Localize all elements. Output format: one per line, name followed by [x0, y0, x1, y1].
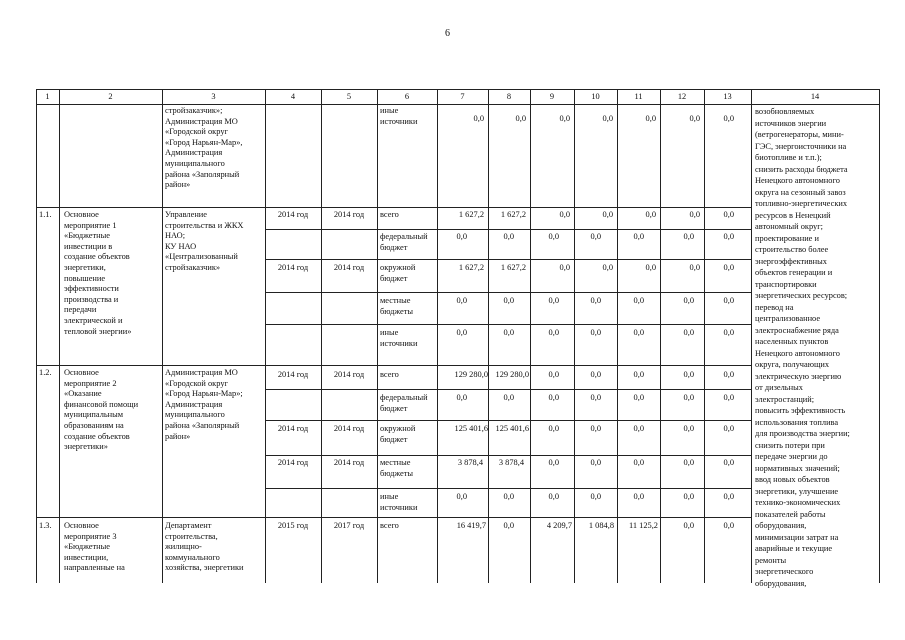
executor-cell: стройзаказчик»; Администрация МО «Городской округ «Город Нарьян-Мар», Администрация муниципального района «Заполярный район» — [165, 106, 243, 190]
value-cell: 0,0 — [590, 458, 601, 467]
header-cell: 6 — [404, 92, 410, 101]
header-cell: 12 — [677, 92, 687, 101]
header-cell: 5 — [346, 92, 352, 101]
source-cell: окружной бюджет — [380, 424, 416, 444]
item-name: Основное мероприятие 1 «Бюджетные инвестиции в создание объектов энергетики, повышение эффективности производства и передачи электрической и тепловой энергии» — [64, 210, 132, 336]
value-cell: 0,0 — [548, 296, 559, 305]
col-border — [59, 89, 60, 583]
value-cell: 0,0 — [689, 263, 700, 272]
value-cell: 0,0 — [645, 263, 656, 272]
value-cell: 0,0 — [548, 328, 559, 337]
value-cell: 0,0 — [503, 521, 514, 530]
value-cell: 16 419,7 — [456, 521, 486, 530]
row-border — [265, 229, 751, 230]
value-cell: 1 627,2 — [458, 263, 484, 272]
executor-cell: Администрация МО «Городской округ «Город Нарьян-Мар»; Администрация муниципального района «Заполярный район» — [165, 368, 243, 441]
value-cell: 3 878,4 — [457, 458, 483, 467]
value-cell: 0,0 — [548, 458, 559, 467]
value-cell: 0,0 — [456, 296, 467, 305]
value-cell: 1 627,2 — [458, 210, 484, 219]
value-cell: 0,0 — [683, 458, 694, 467]
item-number: 1.1. — [39, 210, 52, 219]
value-cell: 0,0 — [723, 232, 734, 241]
source-cell: иные источники — [380, 106, 418, 126]
value-cell: 0,0 — [633, 424, 644, 433]
value-cell: 0,0 — [689, 210, 700, 219]
value-cell: 0,0 — [559, 114, 570, 123]
value-cell: 0,0 — [683, 492, 694, 501]
header-cell: 10 — [591, 92, 600, 101]
col-border — [162, 89, 163, 583]
col-border — [36, 89, 37, 583]
value-cell: 0,0 — [723, 114, 734, 123]
item-number: 1.3. — [39, 521, 52, 530]
value-cell: 0,0 — [590, 370, 601, 379]
value-cell: 0,0 — [683, 232, 694, 241]
header-cell: 2 — [108, 92, 113, 101]
source-cell: иные источники — [380, 328, 418, 348]
col-border — [879, 89, 880, 583]
end-year: 2014 год — [333, 263, 365, 272]
value-cell: 0,0 — [689, 114, 700, 123]
value-cell: 0,0 — [602, 114, 613, 123]
start-year: 2014 год — [277, 424, 309, 433]
header-cell: 4 — [290, 92, 296, 101]
header-cell: 9 — [549, 92, 555, 101]
col-border — [751, 89, 752, 583]
source-cell: местные бюджеты — [380, 458, 414, 478]
row-border — [265, 324, 751, 325]
header-cell: 3 — [211, 92, 216, 101]
value-cell: 0,0 — [503, 328, 514, 337]
value-cell: 0,0 — [602, 263, 613, 272]
row-border — [265, 455, 751, 456]
value-cell: 0,0 — [633, 370, 644, 379]
value-cell: 3 878,4 — [498, 458, 524, 467]
col-border — [377, 89, 378, 583]
row-border — [265, 292, 751, 293]
value-cell: 0,0 — [473, 114, 484, 123]
value-cell: 1 627,2 — [500, 263, 526, 272]
header-cell: 13 — [723, 92, 732, 101]
value-cell: 0,0 — [503, 492, 514, 501]
value-cell: 0,0 — [602, 210, 613, 219]
end-year: 2017 год — [333, 521, 365, 530]
source-cell: федеральный бюджет — [380, 393, 428, 413]
value-cell: 0,0 — [723, 370, 734, 379]
value-cell: 0,0 — [456, 492, 467, 501]
value-cell: 0,0 — [633, 232, 644, 241]
row-border — [265, 420, 751, 421]
value-cell: 0,0 — [683, 296, 694, 305]
start-year: 2014 год — [277, 210, 309, 219]
value-cell: 1 627,2 — [500, 210, 526, 219]
value-cell: 0,0 — [590, 492, 601, 501]
value-cell: 129 280,0 — [454, 370, 488, 379]
executor-cell: Департамент строительства, жилищно- коммунального хозяйства, энергетики — [165, 521, 244, 573]
row-border — [265, 488, 751, 489]
end-year: 2014 год — [333, 370, 365, 379]
start-year: 2014 год — [277, 370, 309, 379]
start-year: 2014 год — [277, 263, 309, 272]
page-number: 6 — [445, 28, 450, 39]
end-year: 2014 год — [333, 458, 365, 467]
value-cell: 0,0 — [590, 296, 601, 305]
end-year: 2014 год — [333, 210, 365, 219]
value-cell: 0,0 — [590, 232, 601, 241]
value-cell: 129 280,0 — [495, 370, 529, 379]
item-name: Основное мероприятие 3 «Бюджетные инвестиции, направленные на — [64, 521, 125, 573]
value-cell: 0,0 — [503, 296, 514, 305]
value-cell: 0,0 — [456, 328, 467, 337]
value-cell: 4 209,7 — [546, 521, 572, 530]
row-border — [265, 389, 751, 390]
source-cell: местные бюджеты — [380, 296, 414, 316]
value-cell: 0,0 — [503, 232, 514, 241]
start-year: 2014 год — [277, 458, 309, 467]
value-cell: 0,0 — [683, 424, 694, 433]
value-cell: 0,0 — [633, 296, 644, 305]
value-cell: 0,0 — [503, 393, 514, 402]
value-cell: 0,0 — [723, 328, 734, 337]
value-cell: 0,0 — [515, 114, 526, 123]
value-cell: 0,0 — [548, 232, 559, 241]
col-border — [265, 89, 266, 583]
value-cell: 0,0 — [723, 296, 734, 305]
row-border — [265, 259, 751, 260]
executor-cell: Управление строительства и ЖКХ НАО; КУ НАО «Централизованный стройзаказчик» — [165, 210, 244, 272]
source-cell: всего — [380, 370, 399, 379]
header-cell: 1 — [45, 92, 50, 101]
header-cell: 11 — [634, 92, 643, 101]
value-cell: 0,0 — [723, 458, 734, 467]
header-cell: 14 — [810, 92, 820, 101]
row-border — [36, 207, 751, 208]
value-cell: 0,0 — [723, 393, 734, 402]
value-cell: 0,0 — [590, 393, 601, 402]
value-cell: 0,0 — [559, 210, 570, 219]
value-cell: 0,0 — [456, 232, 467, 241]
value-cell: 125 401,6 — [454, 424, 488, 433]
value-cell: 125 401,6 — [495, 424, 529, 433]
value-cell: 11 125,2 — [628, 521, 658, 530]
item-name: Основное мероприятие 2 «Оказание финансовой помощи муниципальным образованиям на создание объектов энергетики» — [64, 368, 139, 452]
value-cell: 0,0 — [723, 424, 734, 433]
value-cell: 0,0 — [723, 492, 734, 501]
value-cell: 0,0 — [559, 263, 570, 272]
start-year: 2015 год — [277, 521, 309, 530]
source-cell: иные источники — [380, 492, 418, 512]
value-cell: 0,0 — [590, 328, 601, 337]
value-cell: 0,0 — [683, 521, 694, 530]
value-cell: 0,0 — [683, 328, 694, 337]
value-cell: 0,0 — [723, 263, 734, 272]
source-cell: всего — [380, 210, 399, 219]
source-cell: всего — [380, 521, 399, 530]
row-border — [36, 365, 751, 366]
source-cell: федеральный бюджет — [380, 232, 428, 252]
value-cell: 0,0 — [633, 458, 644, 467]
row-border — [36, 517, 751, 518]
value-cell: 0,0 — [645, 210, 656, 219]
item-number: 1.2. — [39, 368, 52, 377]
header-cell: 8 — [506, 92, 512, 101]
expected-results-text: возобновляемых источников энергии (ветрогенераторы, мини- ГЭС, энергоисточники на биотопливе и т.п.); снизить расходы бюджета Ненецкого автономного округа на сезонный завоз топливно-энергетических ресурсов в Ненецкий автономный округ; проектирование и строительство более энергоэффективных объектов генерации и транспортировки энергетических ресурсов; перевод на централизованное электроснабжение ряда населенных пунктов Ненецкого автономного округа, получающих электрическую энергию от дизельных электростанций; повысить эффективность использования топлива для производства энергии; снизить потери при передаче энергии до нормативных значений; ввод новых объектов энергетики, улучшение технико-экономических показателей работы оборудования, минимизации затрат на аварийные и текущие ремонты энергетического оборудования, — [755, 107, 850, 588]
value-cell: 0,0 — [633, 492, 644, 501]
value-cell: 0,0 — [683, 370, 694, 379]
value-cell: 0,0 — [645, 114, 656, 123]
value-cell: 0,0 — [683, 393, 694, 402]
value-cell: 0,0 — [633, 393, 644, 402]
value-cell: 0,0 — [548, 370, 559, 379]
end-year: 2014 год — [333, 424, 365, 433]
value-cell: 0,0 — [633, 328, 644, 337]
value-cell: 0,0 — [723, 521, 734, 530]
value-cell: 1 084,8 — [588, 521, 614, 530]
value-cell: 0,0 — [548, 492, 559, 501]
value-cell: 0,0 — [456, 393, 467, 402]
source-cell: окружной бюджет — [380, 263, 416, 283]
value-cell: 0,0 — [590, 424, 601, 433]
header-cell: 7 — [460, 92, 465, 101]
value-cell: 0,0 — [548, 393, 559, 402]
col-border — [321, 89, 322, 583]
value-cell: 0,0 — [548, 424, 559, 433]
value-cell: 0,0 — [723, 210, 734, 219]
